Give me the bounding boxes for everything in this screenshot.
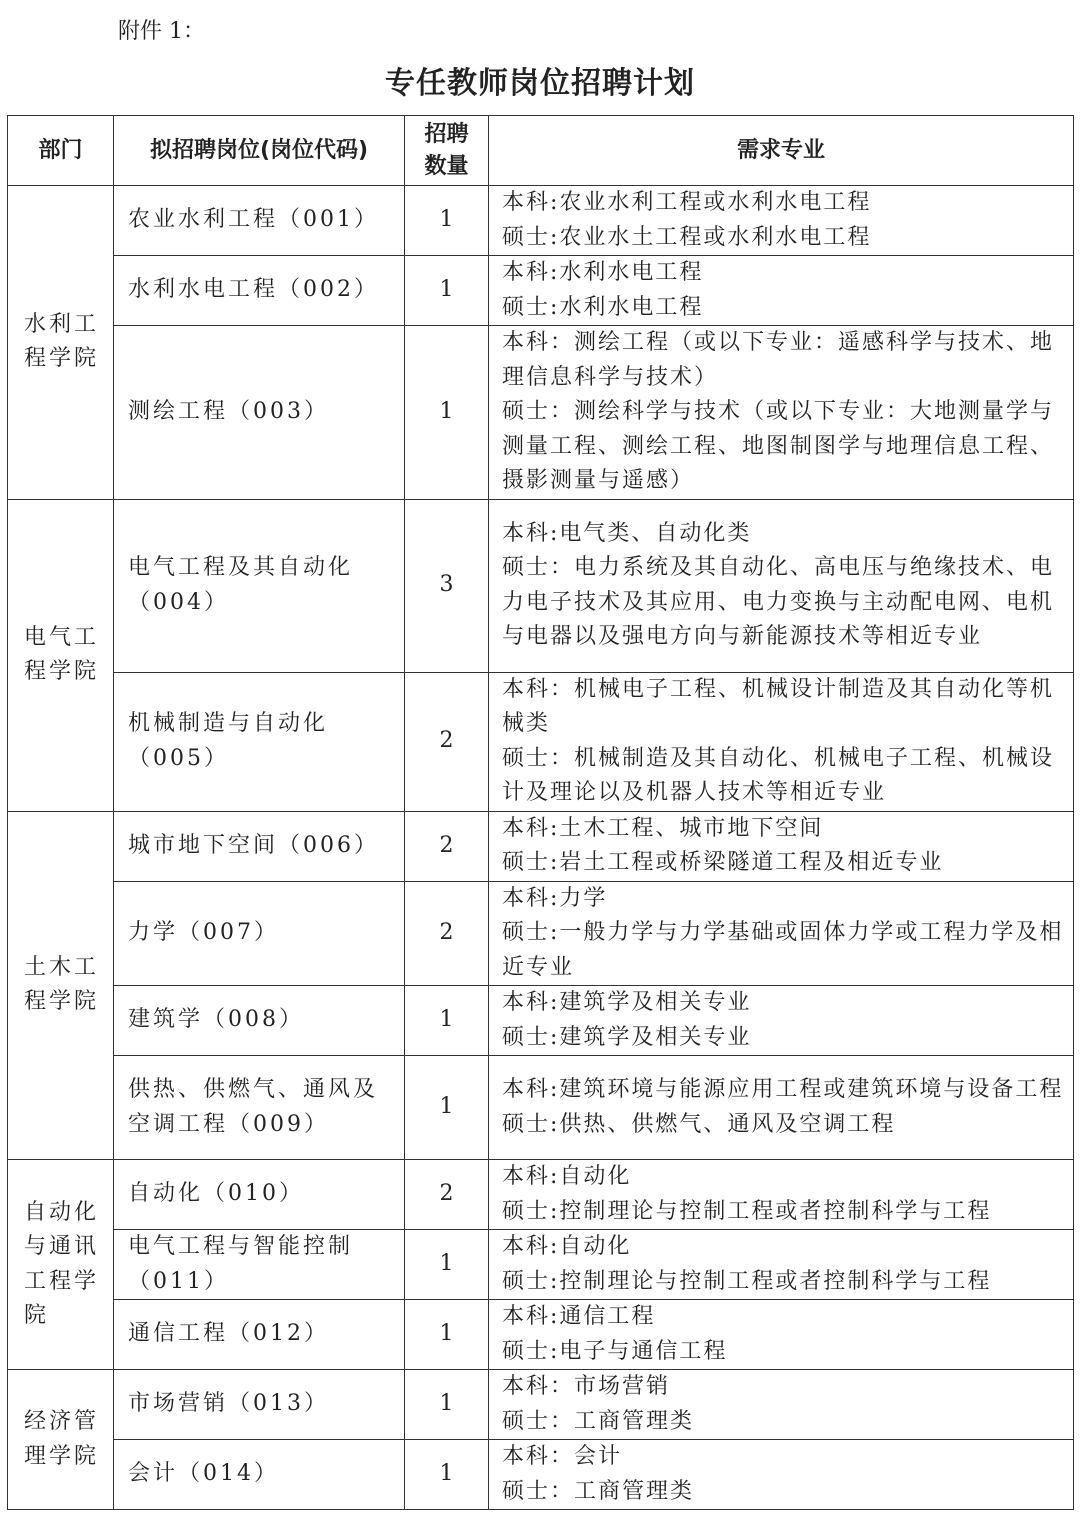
department-cell bbox=[8, 1160, 114, 1370]
majors-cell bbox=[489, 499, 1074, 672]
major-line: 本科:土木工程、城市地下空间 bbox=[502, 815, 824, 841]
table-row bbox=[8, 1056, 1074, 1160]
table-row bbox=[8, 986, 1074, 1056]
table-row bbox=[8, 1440, 1074, 1510]
major-line: 硕士:控制理论与控制工程或者控制科学与工程 bbox=[502, 1198, 992, 1224]
position-line: 通信工程（012） bbox=[128, 1321, 329, 1347]
major-line: 本科:建筑环境与能源应用工程或建筑环境与设备工程 bbox=[502, 1077, 1064, 1102]
majors-cell bbox=[489, 326, 1074, 500]
position-cell bbox=[114, 1370, 405, 1440]
position-cell bbox=[114, 1160, 405, 1230]
major-line: 硕士:供热、供燃气、通风及空调工程 bbox=[502, 1111, 896, 1137]
table-row bbox=[8, 1160, 1074, 1230]
count-cell: 1 bbox=[405, 256, 489, 326]
table-row bbox=[8, 326, 1074, 500]
position-cell bbox=[114, 1300, 405, 1370]
table-header-row bbox=[8, 116, 1074, 186]
major-line: 本科:自动化 bbox=[502, 1164, 632, 1189]
major-line: 硕士:水利水电工程 bbox=[502, 294, 704, 320]
header-position: 拟招聘岗位(岗位代码) bbox=[114, 116, 405, 186]
position-cell bbox=[114, 1440, 405, 1510]
major-line: 硕士:一般力学与力学基础或固体力学或工程力学及相近专业 bbox=[502, 920, 1064, 980]
recruitment-table bbox=[7, 115, 1074, 1510]
table-row bbox=[8, 1370, 1074, 1440]
major-line: 本科:水利水电工程 bbox=[502, 260, 704, 285]
position-cell bbox=[114, 1056, 405, 1160]
table-row bbox=[8, 881, 1074, 986]
header-count-line: 招聘 bbox=[424, 121, 469, 147]
department-name: 自动化与通讯工程学院 bbox=[24, 1199, 100, 1328]
department-cell bbox=[8, 811, 114, 1160]
header-count bbox=[405, 116, 489, 186]
major-line: 硕士：工商管理类 bbox=[502, 1478, 695, 1504]
department-cell bbox=[8, 186, 114, 500]
count-cell: 2 bbox=[405, 672, 489, 811]
majors-cell bbox=[489, 1440, 1074, 1510]
majors-cell bbox=[489, 672, 1074, 811]
header-count-line: 数量 bbox=[424, 153, 469, 179]
position-line: 测绘工程（003） bbox=[128, 399, 329, 424]
position-cell bbox=[114, 811, 405, 881]
majors-cell bbox=[489, 1370, 1074, 1440]
department-name: 水利工程学院 bbox=[24, 311, 100, 372]
major-line: 硕士：工商管理类 bbox=[502, 1408, 695, 1434]
count-cell: 1 bbox=[405, 326, 489, 500]
major-line: 本科：市场营销 bbox=[502, 1374, 671, 1399]
position-line: 机械制造与自动化 bbox=[128, 711, 329, 736]
majors-cell bbox=[489, 811, 1074, 881]
count-cell: 1 bbox=[405, 1056, 489, 1160]
position-line: 农业水利工程（001） bbox=[128, 207, 379, 233]
department-name: 经济管理学院 bbox=[24, 1409, 100, 1469]
major-line: 本科:电气类、自动化类 bbox=[502, 520, 752, 546]
majors-cell bbox=[489, 881, 1074, 986]
major-line: 本科：会计 bbox=[502, 1444, 623, 1469]
position-line: 力学（007） bbox=[128, 920, 279, 945]
count-cell: 1 bbox=[405, 1440, 489, 1510]
major-line: 硕士：电力系统及其自动化、高电压与绝缘技术、电力电子技术及其应用、电力变换与主动配电网、电机与电器以及强电方向与新能源技术等相近专业 bbox=[502, 555, 1055, 649]
table-row bbox=[8, 1230, 1074, 1300]
position-cell bbox=[114, 881, 405, 986]
table-row bbox=[8, 672, 1074, 811]
majors-cell bbox=[489, 986, 1074, 1056]
major-line: 本科:建筑学及相关专业 bbox=[502, 990, 752, 1015]
position-line: 空调工程（009） bbox=[128, 1111, 329, 1137]
count-cell: 2 bbox=[405, 881, 489, 986]
major-line: 硕士:岩土工程或桥梁隧道工程及相近专业 bbox=[502, 850, 944, 875]
position-cell bbox=[114, 326, 405, 500]
major-line: 本科：机械电子工程、机械设计制造及其自动化等机械类 bbox=[502, 676, 1055, 736]
position-cell bbox=[114, 499, 405, 672]
count-cell: 1 bbox=[405, 1370, 489, 1440]
table-row bbox=[8, 256, 1074, 326]
major-line: 本科:农业水利工程或水利水电工程 bbox=[502, 190, 872, 215]
majors-cell bbox=[489, 1300, 1074, 1370]
majors-cell bbox=[489, 1056, 1074, 1160]
position-line: （004） bbox=[128, 589, 229, 615]
count-cell: 1 bbox=[405, 986, 489, 1056]
position-cell bbox=[114, 672, 405, 811]
table-row bbox=[8, 499, 1074, 672]
header-dept: 部门 bbox=[8, 116, 114, 186]
department-name: 土木工程学院 bbox=[24, 954, 100, 1015]
major-line: 硕士:控制理论与控制工程或者控制科学与工程 bbox=[502, 1268, 992, 1294]
position-cell bbox=[114, 256, 405, 326]
position-line: 建筑学（008） bbox=[128, 1007, 304, 1033]
count-cell: 1 bbox=[405, 186, 489, 256]
table-row bbox=[8, 1300, 1074, 1370]
table-row bbox=[8, 186, 1074, 256]
position-line: （005） bbox=[128, 745, 229, 771]
position-cell bbox=[114, 986, 405, 1056]
position-line: 市场营销（013） bbox=[128, 1391, 329, 1417]
position-line: 电气工程与智能控制 bbox=[128, 1234, 354, 1259]
major-line: 硕士:农业水土工程或水利水电工程 bbox=[502, 224, 872, 250]
position-line: （011） bbox=[128, 1268, 229, 1294]
majors-cell bbox=[489, 186, 1074, 256]
major-line: 硕士：测绘科学与技术（或以下专业：大地测量学与测量工程、测绘工程、地图制图学与地理信息工程、摄影测量与遥感） bbox=[502, 399, 1055, 493]
major-line: 硕士：机械制造及其自动化、机械电子工程、机械设计及理论以及机器人技术等相近专业 bbox=[502, 745, 1055, 805]
count-cell: 2 bbox=[405, 1160, 489, 1230]
count-cell: 1 bbox=[405, 1300, 489, 1370]
count-cell: 1 bbox=[405, 1230, 489, 1300]
major-line: 本科:力学 bbox=[502, 885, 608, 911]
position-line: 自动化（010） bbox=[128, 1181, 304, 1207]
major-line: 本科：测绘工程（或以下专业：遥感科学与技术、地理信息科学与技术） bbox=[502, 330, 1055, 390]
header-majors: 需求专业 bbox=[489, 116, 1074, 186]
majors-cell bbox=[489, 1230, 1074, 1300]
major-line: 硕士:电子与通信工程 bbox=[502, 1338, 728, 1364]
attachment-label: 附件 1： bbox=[118, 19, 205, 44]
count-cell: 2 bbox=[405, 811, 489, 881]
majors-cell bbox=[489, 256, 1074, 326]
position-line: 供热、供燃气、通风及 bbox=[128, 1077, 379, 1102]
position-line: 会计（014） bbox=[128, 1461, 279, 1487]
table-row bbox=[8, 811, 1074, 881]
position-line: 水利水电工程（002） bbox=[128, 277, 379, 303]
position-line: 城市地下空间（006） bbox=[128, 832, 379, 858]
page-title: 专任教师岗位招聘计划 bbox=[385, 66, 695, 101]
department-name: 电气工程学院 bbox=[24, 624, 100, 684]
position-cell bbox=[114, 1230, 405, 1300]
majors-cell bbox=[489, 1160, 1074, 1230]
department-cell bbox=[8, 499, 114, 811]
major-line: 本科:自动化 bbox=[502, 1234, 632, 1259]
position-line: 电气工程及其自动化 bbox=[128, 555, 354, 580]
count-cell: 3 bbox=[405, 499, 489, 672]
major-line: 本科:通信工程 bbox=[502, 1304, 656, 1329]
major-line: 硕士:建筑学及相关专业 bbox=[502, 1024, 752, 1050]
position-cell bbox=[114, 186, 405, 256]
department-cell bbox=[8, 1370, 114, 1510]
